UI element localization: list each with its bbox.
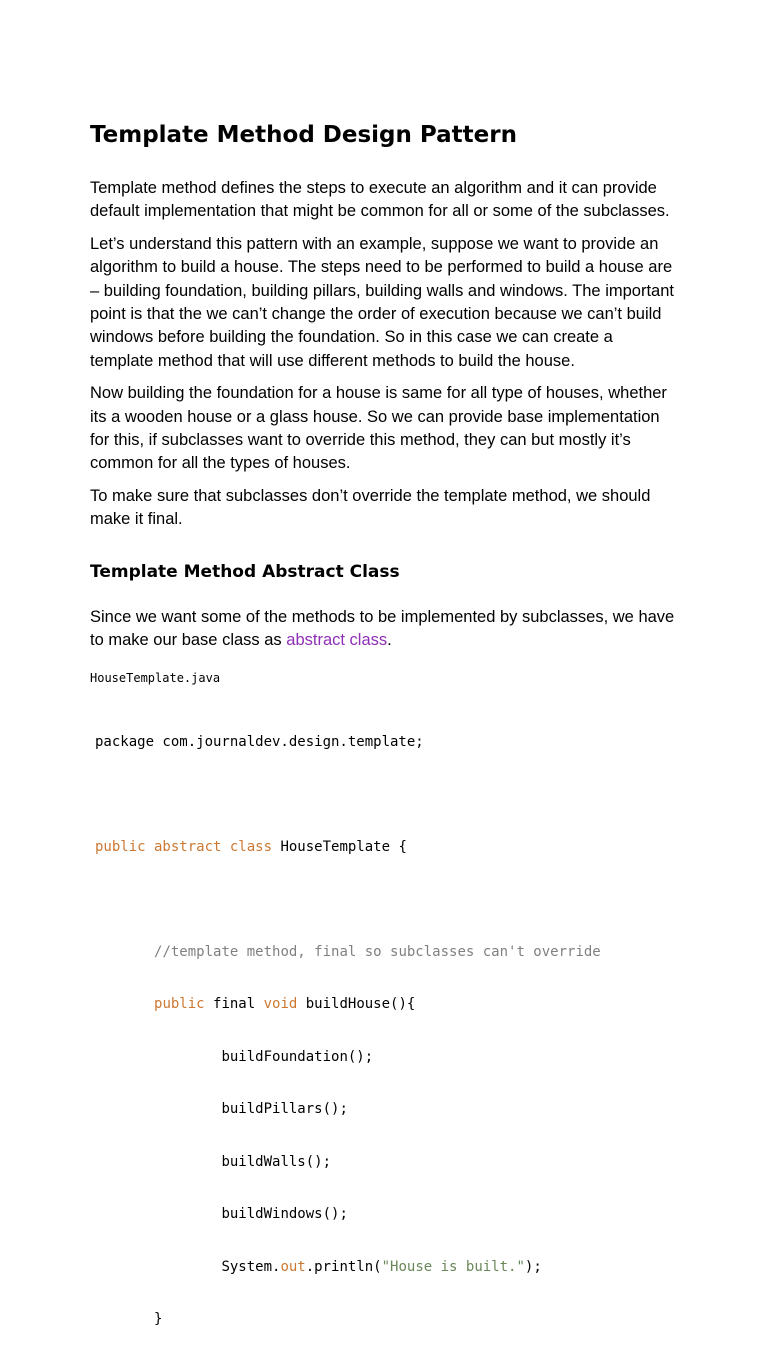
intro-text: Since we want some of the methods to be implemented by subclasses, we have to make our base class as	[90, 607, 675, 650]
intro-text-end: .	[387, 631, 392, 650]
section-intro	[90, 606, 680, 653]
out-field: out	[280, 1258, 306, 1275]
method-call: buildFoundation();	[221, 1048, 374, 1065]
method-signature: buildHouse(){	[297, 996, 416, 1012]
code-block	[90, 699, 680, 1364]
println-call: .println(	[305, 1258, 382, 1275]
paragraph: Template method defines the steps to execute an algorithm and it can provide default implementation that might be common for all or some of the subclasses.	[90, 179, 670, 221]
system-ref: System.	[221, 1258, 281, 1275]
section-heading: Template Method Abstract Class	[90, 561, 400, 582]
method-call: buildWalls();	[221, 1153, 332, 1170]
method-call: buildPillars();	[221, 1101, 348, 1117]
code-line	[95, 734, 680, 752]
paragraph: To make sure that subclasses don’t override the template method, we should make it final.	[90, 486, 651, 529]
abstract-class-link[interactable]: abstract class	[286, 631, 388, 650]
class-keywords: public abstract class	[95, 838, 273, 855]
final-keyword: final	[204, 996, 264, 1012]
public-keyword: public	[154, 996, 205, 1012]
code-line	[95, 944, 680, 962]
article	[90, 119, 680, 1364]
code-comment: //template method, final so subclasses can't override	[154, 943, 601, 960]
code-line	[95, 1206, 680, 1224]
method-call: buildWindows();	[221, 1206, 348, 1222]
code-line	[95, 1101, 680, 1119]
paragraph: Let’s understand this pattern with an example, suppose we want to provide an algorithm to build a house. The steps need to be performed to build a house are – building foundation, building pillars, building walls and windows. The important point is that the we can’t change the order of execution because we can’t build windows before building the foundation. So in this case we can create a template method that will use different methods to build the house.	[90, 234, 674, 370]
void-keyword: void	[263, 996, 298, 1012]
code-line	[95, 1049, 680, 1067]
code-line	[95, 1259, 680, 1277]
code-line	[95, 996, 680, 1014]
package-statement: package com.journaldev.design.template;	[95, 733, 424, 750]
closing-brace: }	[154, 1311, 163, 1327]
page-title: Template Method Design Pattern	[90, 122, 517, 148]
code-filename: HouseTemplate.java	[90, 670, 221, 685]
code-line	[95, 1311, 680, 1329]
code-blank-line	[95, 786, 680, 804]
code-line	[95, 1154, 680, 1172]
code-line	[95, 839, 680, 857]
string-literal: "House is built."	[381, 1258, 525, 1275]
println-close: );	[524, 1258, 542, 1275]
class-name: HouseTemplate {	[272, 838, 407, 855]
paragraph: Now building the foundation for a house is same for all type of houses, whether its a wooden house or a glass house. So we can provide base implementation for this, if subclasses want to override this method, they can but mostly it’s common for all the types of houses.	[90, 384, 667, 473]
code-blank-line	[95, 891, 680, 909]
